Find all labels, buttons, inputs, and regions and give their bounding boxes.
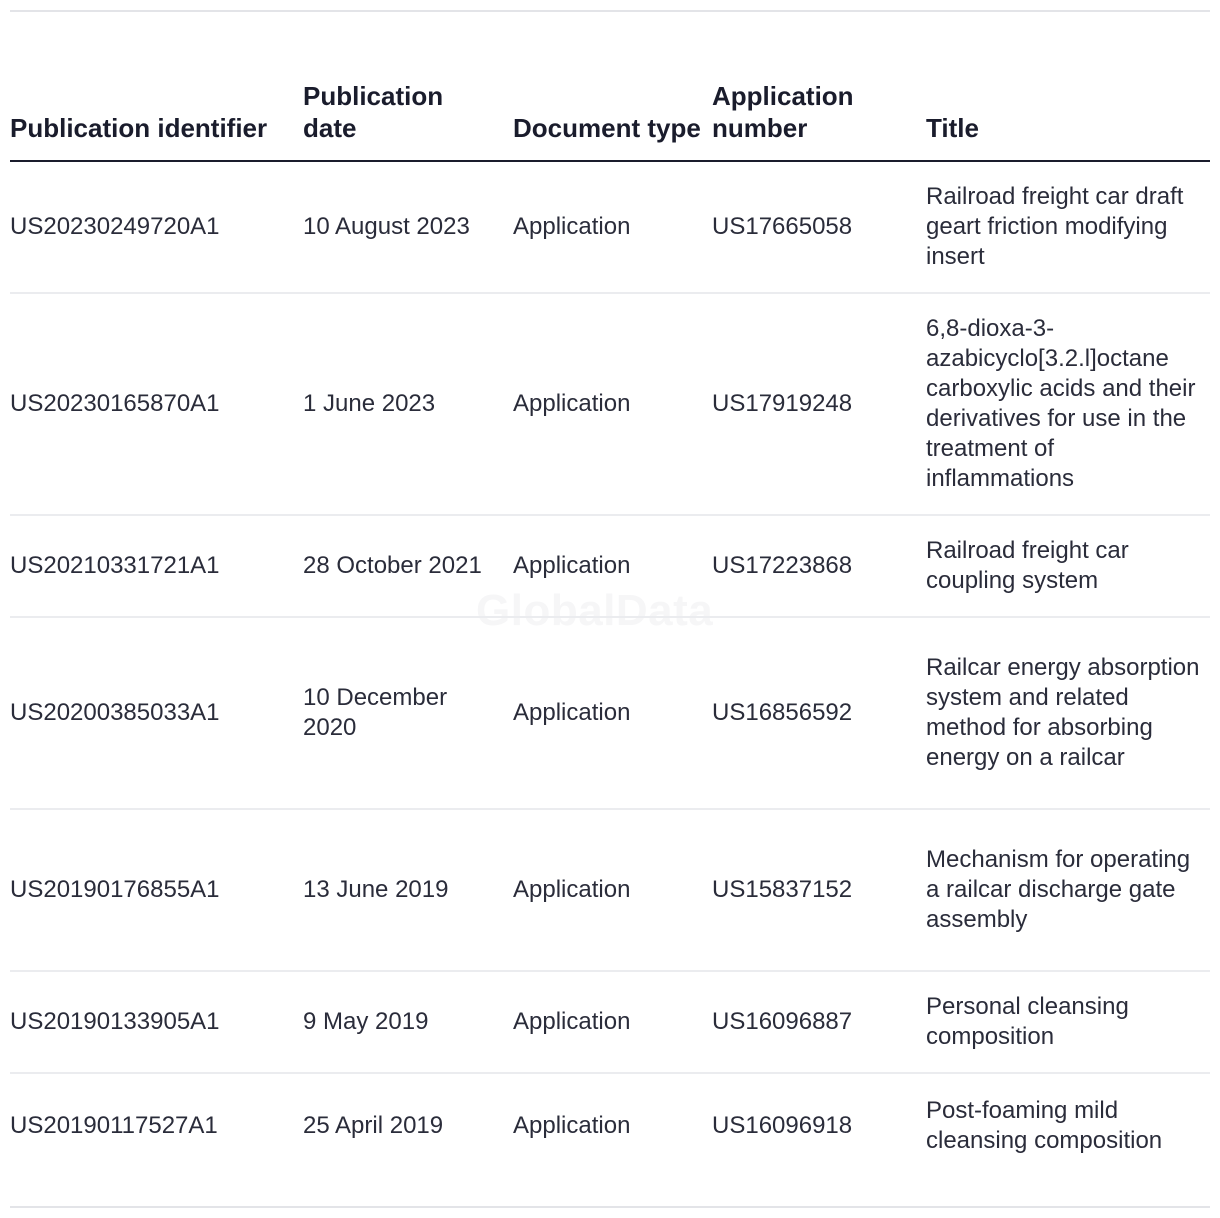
document-type-cell: Application bbox=[513, 971, 712, 1073]
header-application-number: Application number bbox=[712, 80, 926, 161]
publication-identifier-cell: US20190117527A1 bbox=[10, 1112, 218, 1139]
table-row bbox=[10, 971, 1210, 1073]
title-cell: Personal cleansing composition bbox=[926, 971, 1210, 1073]
publication-identifier-cell: US20200385033A1 bbox=[10, 617, 303, 809]
patents-table bbox=[10, 80, 1210, 1178]
title-cell: Railcar energy absorption system and related method for absorbing energy on a railcar bbox=[926, 617, 1210, 809]
table-row bbox=[10, 293, 1210, 515]
table-row bbox=[10, 809, 1210, 971]
publication-date-cell: 10 August 2023 bbox=[303, 161, 513, 293]
header-publication-date: Publication date bbox=[303, 80, 513, 161]
header-title: Title bbox=[926, 80, 1210, 161]
publication-date-cell: 25 April 2019 bbox=[303, 1112, 444, 1139]
document-type-cell: Application bbox=[513, 617, 712, 809]
publication-identifier-cell: US20210331721A1 bbox=[10, 515, 303, 617]
document-type-cell: Application bbox=[513, 1112, 631, 1139]
publication-date-cell: 28 October 2021 bbox=[303, 515, 513, 617]
document-type-cell: Application bbox=[513, 809, 712, 971]
table-row bbox=[10, 161, 1210, 293]
title-cell: Mechanism for operating a railcar discharge gate assembly bbox=[926, 809, 1210, 971]
table-row bbox=[10, 617, 1210, 809]
table-row bbox=[10, 515, 1210, 617]
document-type-cell: Application bbox=[513, 161, 712, 293]
publication-date-cell: 1 June 2023 bbox=[303, 293, 513, 515]
application-number-cell: US17223868 bbox=[712, 515, 926, 617]
title-cell: Railroad freight car draft geart friction modifying insert bbox=[926, 161, 1210, 293]
top-divider bbox=[10, 10, 1210, 12]
document-type-cell: Application bbox=[513, 515, 712, 617]
application-number-cell: US16856592 bbox=[712, 617, 926, 809]
publication-date-cell: 13 June 2019 bbox=[303, 809, 513, 971]
watermark: GlobalData bbox=[476, 586, 714, 635]
title-cell: Post-foaming mild cleansing composition bbox=[926, 1097, 1163, 1154]
application-number-cell: US17665058 bbox=[712, 161, 926, 293]
application-number-cell: US16096887 bbox=[712, 971, 926, 1073]
title-cell: 6,8-dioxa-3-azabicyclo[3.2.l]octane carboxylic acids and their derivatives for use in the treatment of inflammations bbox=[926, 293, 1210, 515]
publication-identifier-cell: US20190176855A1 bbox=[10, 809, 303, 971]
application-number-cell: US15837152 bbox=[712, 809, 926, 971]
application-number-cell: US16096918 bbox=[712, 1112, 853, 1139]
header-document-type: Document type bbox=[513, 80, 712, 161]
publication-date-cell: 9 May 2019 bbox=[303, 971, 513, 1073]
publication-date-cell: 10 December 2020 bbox=[303, 617, 513, 809]
header-publication-identifier: Publication identifier bbox=[10, 80, 303, 161]
publication-identifier-cell: US20190133905A1 bbox=[10, 971, 303, 1073]
publication-identifier-cell: US20230165870A1 bbox=[10, 293, 303, 515]
title-cell: Railroad freight car coupling system bbox=[926, 515, 1210, 617]
document-type-cell: Application bbox=[513, 293, 712, 515]
bottom-divider bbox=[10, 1206, 1210, 1208]
table-row bbox=[10, 1073, 1210, 1178]
publication-identifier-cell: US20230249720A1 bbox=[10, 161, 303, 293]
table-header-row bbox=[10, 80, 1210, 161]
application-number-cell: US17919248 bbox=[712, 293, 926, 515]
